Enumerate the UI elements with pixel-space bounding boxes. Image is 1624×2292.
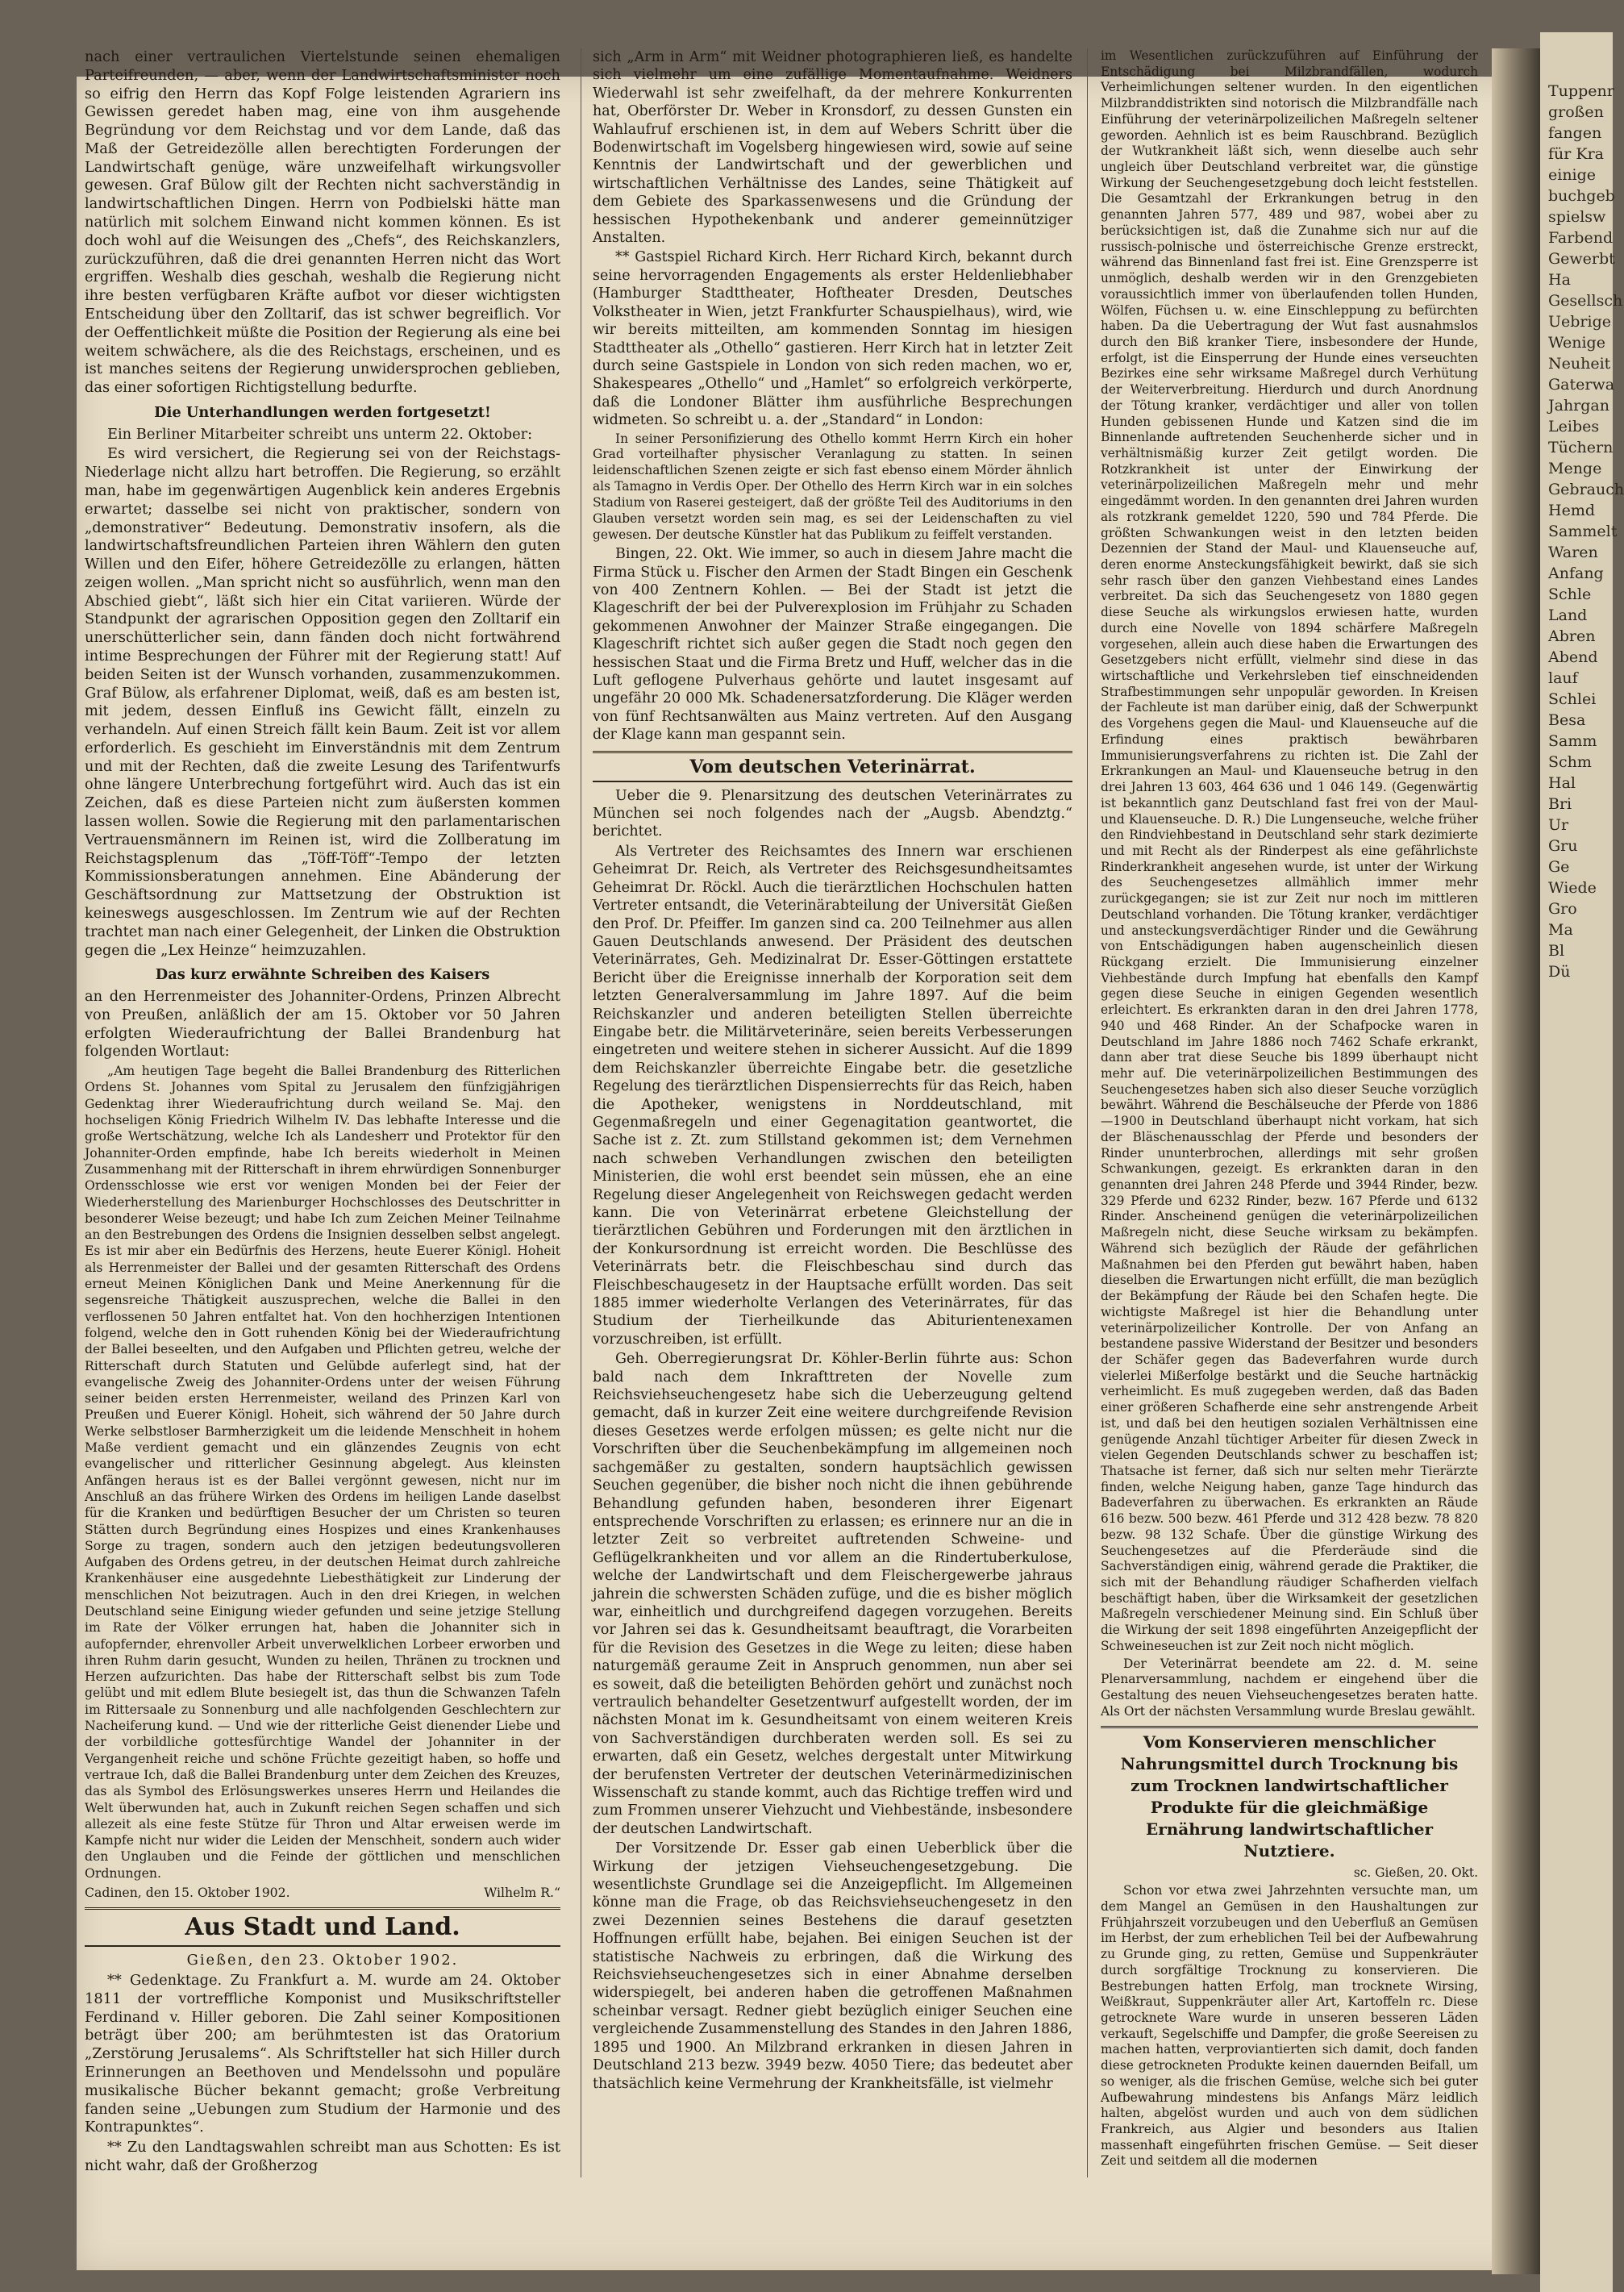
facing-page-line: Gaterwa	[1548, 376, 1615, 394]
facing-page-line: Hemd	[1548, 502, 1595, 519]
facing-page-line: für Kra	[1548, 145, 1604, 163]
paragraph: ** Gastspiel Richard Kirch. Herr Richard Kirch, bekannt durch seine hervorragenden Engagements als erster Heldenliebhaber (Hamburger Stadttheater, Hoftheater Dresden, Deutsches Volkstheater in Wien, jetzt Frankfurter Schauspielhaus), wird, wie wir bereits mitteilten, am kommenden Sonntag im hiesigen Stadttheater als „Othello“ gastieren. Herr Kirch hat in letzter Zeit durch seine Gastspiele in London von sich reden machen, wo er, Shakespeares „Othello“ und „Hamlet“ so erfolgreich verkörperte, daß die Londoner Blätter ihm ausführliche Besprechungen widmeten. So schreibt u. a. der „Standard“ in London:	[593, 249, 1072, 429]
facing-page-line: Samm	[1548, 732, 1597, 750]
facing-page-edge	[1540, 32, 1624, 2292]
facing-page-line: lauf	[1548, 669, 1578, 687]
facing-page-line: Leibes	[1548, 418, 1600, 435]
book-gutter	[1492, 48, 1540, 2274]
column-1	[85, 48, 560, 2177]
paragraph: Schon vor etwa zwei Jahrzehnten versuchte man, um dem Mangel an Gemüsen in den Haushaltungen zur Frühjahrszeit vorzubeugen und den Ueberfluß an Gemüsen im Herbst, der zum erheblichen Teil bei der Aufbewahrung zu Grunde ging, zu retten, Gemüse und Suppenkräuter durch sorgfältige Trocknung zu konservieren. Die Bestrebungen hatten Erfolg, man trocknete Wirsing, Weißkraut, Suppenkräuter aller Art, Kartoffeln rc. Diese getrocknete Ware wurde in unseren besseren Läden verkauft, Segelschiffe und Dampfer, die große Seereisen zu machen hatten, verproviantierten sich damit, doch fanden diese getrockneten Produkte keinen dauernden Beifall, um so weniger, als die frischen Gemüse, welche sich bei guter Aufbewahrung mindestens bis Anfangs März leidlich halten, abgelöst wurden und auch von dem südlichen Frankreich, aus Algier und besonders aus Italien massenhaft eingeführten frischen Gemüse. — Seit dieser Zeit und seitdem all die modernen	[1101, 1883, 1478, 2169]
facing-page-line: Land	[1548, 606, 1588, 624]
facing-page-line: Ha	[1548, 271, 1571, 289]
facing-page-line: Tuppenr	[1548, 82, 1614, 100]
facing-page-line: Ur	[1548, 816, 1569, 834]
facing-page-line: Schlei	[1548, 690, 1597, 708]
facing-page-line: Jahrgan	[1548, 397, 1609, 415]
facing-page-line: Hal	[1548, 774, 1576, 792]
facing-page-line: Wenige	[1548, 334, 1605, 352]
subheading: Die Unterhandlungen werden fortgesetzt!	[154, 403, 491, 421]
facing-page-line: Wiede	[1548, 879, 1597, 897]
facing-page-line: Menge	[1548, 460, 1602, 477]
facing-page-line: Bri	[1548, 795, 1572, 813]
facing-page-line: Tüchern	[1548, 439, 1614, 456]
subheading: Das kurz erwähnte Schreiben des Kaisers	[155, 966, 490, 984]
facing-page-line: großen	[1548, 103, 1604, 121]
paragraph: Es wird versichert, die Regierung sei von der Reichstags-Niederlage nicht allzu hart betroffen. Die Regierung, so erzählt man, habe im gegenwärtigen Augenblick kein anderes Ergebnis erwartet; dasselbe sei nicht von praktischer, sondern von „demonstrativer“ Bedeutung. Demonstrativ insofern, als die landwirtschaftsfreundlichen Parteien ihren Wählern den guten Willen und den Eifer, höhere Getreidezölle zu erlangen, hätten zeigen wollen. „Man spricht nicht so ausführlich, wenn man den Abschied giebt“, läßt sich hier ein Citat variieren. Würde der Standpunkt der agrarischen Opposition gegen den Zolltarif ein unerschütterlicher sein, dann fänden doch nicht fortwährend intime Besprechungen der Führer mit der Regierung statt! Auf beiden Seiten ist der Wunsch vorhanden, zusammenzukommen. Graf Bülow, als erfahrener Diplomat, weiß, daß es am besten ist, mit jedem, dessen Einfluß ins Gewicht fällt, einzeln zu verhandeln. Auf einen Streich fällt kein Baum. Zeit ist vor allem erforderlich. Es geschieht im Einverständnis mit dem Zentrum und mit der Rechten, daß die zweite Lesung des Tarifentwurfs ohne längere Unterbrechung fortgeführt wird. Auch das ist ein Zeichen, daß es diese Parteien nicht zum äußersten kommen lassen wollen. Sowie die Regierung mit den parlamentarischen Vertrauensmännern im Reinen ist, wird die Zollberatung im Reichstagsplenum das „Töff-Töff“-Tempo der letzten Kommissionsberatungen annehmen. Eine Abänderung der Geschäftsordnung zur Mattsetzung der Obstruktion ist keineswegs ausgeschlossen. Im Zentrum wie auf der Rechten trachtet man nach einer Gelegenheit, der Linken die Obstruktion gegen die „Lex Heinze“ heimzuzahlen.	[85, 445, 560, 959]
facing-page-line: spielsw	[1548, 208, 1606, 226]
facing-page-line: Gro	[1548, 900, 1577, 918]
facing-page-text	[1540, 32, 1624, 982]
paragraph: ** Zu den Landtagswahlen schreibt man aus Schotten: Es ist nicht wahr, daß der Großherzog	[85, 2139, 560, 2174]
facing-page-line: Gru	[1548, 837, 1578, 855]
facing-page-line: Gewerbt	[1548, 250, 1615, 268]
facing-page-line: Dü	[1548, 963, 1571, 981]
quoted-letter: „Am heutigen Tage begeht die Ballei Brandenburg des Ritterlichen Ordens St. Johannes vom Spital zu Jerusalem den fünfzigjährigen Gedenktag ihrer Wiederaufrichtung durch weiland Se. Maj. den hochseligen König Friedrich Wilhelm IV. Das lebhafte Interesse und die große Wertschätzung, welche Ich als Landesherr und Protektor für den Johanniter-Orden empfinde, habe Ich bereits wiederholt in Meinen Zusammenhang mit der Ritterschaft in ihrem ehrwürdigen Sonnenburger Ordensschlosse wie erst vor wenigen Monden bei der Feier der Wiederherstellung des Marienburger Hochschlosses des Deutschritter in besonderer Weise bezeugt; und habe Ich zum Zeichen Meiner Teilnahme an den Bestrebungen des Ordens die Insignien desselben selbst angelegt. Es ist mir aber ein Bedürfnis des Herzens, heute Euerer Königl. Hoheit als Herrenmeister der Ballei und der gesamten Ritterschaft des Ordens erneut Meinen Königlichen Dank und Meine Anerkennung für die segensreiche Thätigkeit auszusprechen, welche die Ballei in den verflossenen 50 Jahren entfaltet hat. Von den hochherzigen Intentionen folgend, welche den in Gott ruhenden König bei der Wiederaufrichtung der Ballei beseelten, und den Aufgaben und Pflichten getreu, welche der Ritterschaft durch Statuten und Gelübde auferlegt sind, hat der evangelische Zweig des Johanniter-Ordens unter der weisen Führung seiner beiden ersten Herrenmeister, weiland des Prinzen Karl von Preußen und Euerer Königl. Hoheit, sich während der 50 Jahre durch Werke selbstloser Barmherzigkeit um die leidende Menschheit in hohem Maße verdient gemacht und ein glänzendes Zeugnis von echt evangelischer und ritterlicher Gesinnung abgelegt. Aus kleinsten Anfängen heraus ist es der Ballei vergönnt gewesen, nicht nur im Anschluß an das frühere Wirken des Ordens im heiligen Lande daselbst für die Kranken und bedürftigen Besucher der um Christen so teuren Stätten durch Begründung eines Hospizes und eines Krankenhauses Sorge zu tragen, sondern auch den jetzigen bedeutungsvolleren Aufgaben des Ordens getreu, in der deutschen Heimat durch zahlreiche Krankenhäuser eine ausgedehnte Liebesthätigkeit zur Linderung der menschlichen Not beizutragen. Auch in den drei Kriegen, in welchen Deutschland seine Einigung wieder gefunden und seine jetzige Stellung im Rate der Völker errungen hat, haben die Johanniter sich in aufopfernder, ehrenvoller Arbeit unverwelklichen Lorbeer erworben und ihren Ruhm darin gesucht, Wunden zu heilen, Thränen zu trocknen und Herzen aufzurichten. Das habe der Ritterschaft selbst bis zum Tode gelübt und mit edlem Blute besiegelt ist, das thun die Schwanzen Tafeln im Rittersaale zu Sonnenburg und alle nachfolgenden Geschlechtern zur Nacheiferung kund. — Und wie der ritterliche Geist dienender Liebe und der vorbildliche gottesfürchtige Wandel der Johanniter in der Vergangenheit reiche und schöne Früchte gezeitigt haben, so hoffe und vertraue Ich, daß die Ballei Brandenburg unter dem Zeichen des Kreuzes, das als Symbol des Erlösungswerkes unseres Herrn und Heilandes die Welt überwunden hat, auch in Zukunft reichen Segen schaffen und sich allezeit als eine feste Stütze für Thron und Altar erweisen werde im Kampfe nicht nur wider die Leiden der Menschheit, sondern auch wider den Unglauben und die Feinde der göttlichen und menschlichen Ordnungen.	[85, 1063, 560, 1881]
paragraph: Ueber die 9. Plenarsitzung des deutschen Veterinärrates zu München sei noch folgendes nach der „Augsb. Abendztg.“ berichtet.	[593, 787, 1072, 840]
paragraph: Bingen, 22. Okt. Wie immer, so auch in diesem Jahre macht die Firma Stück u. Fischer den Armen der Stadt Bingen ein Geschenk von 400 Zentnern Kohlen. — Bei der Stadt ist jetzt die Klageschrift der bei der Pulverexplosion im Frühjahr zu Schaden gekommenen Anwohner der Mainzer Straße eingegangen. Die Klageschrift richtet sich außer gegen die Stadt noch gegen den hessischen Staat und die Firma Bretz und Huff, welcher das in die Luft geflogene Pulverhaus gehörte und lautet insgesamt auf ungefähr 20 000 Mk. Schadenersatzforderung. Die Kläger werden von fünf Rechtsanwälten aus Mainz vertreten. Auf den Ausgang der Klage kann man gespannt sein.	[593, 546, 1072, 744]
quoted-review: In seiner Personifizierung des Othello kommt Herrn Kirch ein hoher Grad vorteilhafter physischer Veranlagung zu statten. In seinen leidenschaftlichen Szenen zeigte er sich fast ebenso einem Mörder ähnlich als Tamagno in Verdis Oper. Der Othello des Herrn Kirch war in ein solches Stadium von Raserei gesteigert, daß der größte Teil des Auditoriums in den Glauben versetzt worden sein mag, es sei der Leidenschaften zu viel gewesen. Der deutsche Künstler hat das Publikum zu feiffelt verstanden.	[593, 431, 1072, 543]
facing-page-line: Neuheit	[1548, 355, 1611, 373]
letter-signature	[85, 1885, 560, 1901]
facing-page-line: Waren	[1548, 544, 1598, 561]
paragraph: nach einer vertraulichen Viertelstunde seinen ehemaligen Parteifreunden, — aber, wenn der Landwirtschaftsminister noch so eifrig den Herrn das Kopf Folge leistenden Agrariern ins Gewissen geredet haben mag, eine von ihm ausgehende Begründung vor dem Reichstag und vor dem Lande, daß das Maß der Getreidezölle allen berechtigten Forderungen der Landwirtschaft genüge, wäre unzweifelhaft wirkungsvoller gewesen. Graf Bülow gilt der Rechten nicht sachverständig in landwirtschaftlichen Dingen. Herrn von Podbielski hätte man natürlich mit solchem Einwand nicht kommen können. Es ist doch wohl auf die Weisungen des „Chefs“, des Reichskanzlers, zurückzuführen, daß die drei genannten Herren nicht das Wort ergriffen. Weshalb dies geschah, weshalb die Regierung nicht ihre besten verfügbaren Kräfte aufbot vor dieser wichtigsten Entscheidung über den Zolltarif, das ist schwer begreiflich. Vor der Oeffentlichkeit müßte die Position der Regierung als eine bei weitem schwächere, als die des Reichstags, erscheinen, und es ist manches seitens der Regierung unwidersprochen geblieben, das einer sofortigen Richtigstellung bedurfte.	[85, 48, 560, 397]
paragraph: Als Vertreter des Reichsamtes des Innern war erschienen Geheimrat Dr. Reich, als Vertreter des Reichsgesundheitsamtes Geheimrat Dr. Röckl. Auch die tierärztlichen Hochschulen hatten Vertreter entsandt, die Veterinärabteilung der Universität Gießen den Prof. Dr. Pfeiffer. Im ganzen sind ca. 200 Teilnehmer aus allen Gauen Deutschlands anwesend. Der Präsident des deutschen Veterinärrates, Geh. Medizinalrat Dr. Esser-Göttingen erstattete Bericht über die Ereignisse innerhalb der Korporation seit dem letzten Generalversammlung im Jahre 1897. Auf die beim Reichskanzler und anderen beteiligten Stellen überreichte Eingabe betr. die Militärveterinäre, seien bereits Verbesserungen eingetreten und weitere stehen in sicherer Aussicht. Auf die 1899 dem Reichskanzler überreichte Eingabe betr. die gesetzliche Regelung des tierärztlichen Dispensierrechts für das Reich, haben die Apotheker, wenigstens in Norddeutschland, mit Gegenmaßregeln und einer Gegenagitation geantwortet, die Sache ist z. Zt. zum Stillstand gekommen ist; dem Vernehmen nach schweben Verhandlungen zwischen den beteiligten Ministerien, die wohl erst beendet sein müssen, ehe an eine Regelung dieser Angelegenheit von Reichswegen gedacht werden kann. Die von Veterinärrat erbetene Gleichstellung der tierärztlichen Gebühren und Forderungen mit den ärztlichen in der Konkursordnung ist erreicht worden. Die Beschlüsse des Veterinärrats betr. die Fleischbeschau sind durch das Fleischbeschaugesetz in der Hauptsache erfüllt worden. Das seit 1885 immer wiederholte Verlangen des Veterinärrates, für das Studium der Tierheilkunde das Abiturientenexamen vorzuschreiben, ist erfüllt.	[593, 843, 1072, 1348]
facing-page-line: Ma	[1548, 921, 1573, 939]
paragraph: im Wesentlichen zurückzuführen auf Einführung der Entschädigung bei Milzbrandfällen, wodurch Verheimlichungen seltener wurden. In den eigentlichen Milzbranddistrikten sind notorisch die Milzbrandfälle nach Einführung der veterinärpolizeilichen Maßregeln seltener geworden. Aehnlich ist es beim Rauschbrand. Bezüglich der Wutkrankheit läßt sich, wenn dieselbe auch sehr ungleich über Deutschland verbreitet war, die günstige Wirkung der Seuchengesetzgebung doch leicht feststellen. Die Gesamtzahl der Erkrankungen betrug in den genannten Jahren 577, 489 und 987, wobei aber zu berücksichtigen ist, daß die Zunahme sich nur auf die russisch-polnische und österreichische Grenze erstreckt, während das Binnenland fast frei ist. Eine Grenzsperre ist unmöglich, deshalb werden wir in den Grenzgebieten voraussichtlich immer von überlaufenden tollen Hunden, Wölfen, Füchsen u. w. eine Einschleppung zu befürchten haben. Da die Uebertragung der Wut fast ausnahmslos durch den Biß kranker Tiere, insbesondere der Hunde, erfolgt, ist die Einsperrung der Hunde eines verseuchten Bezirkes eine sehr wirksame Maßregel durch Verhütung der Weiterverbreitung. Hierdurch und durch Anordnung der Tötung kranker, verdächtiger und aller von tollen Hunden gebissenen Hunde und Katzen sind die im Binnenlande auftretenden Seuchenherde sicher und in verhältnismäßig kurzer Zeit getilgt worden. Die Rotzkrankheit ist unter der Einwirkung der veterinärpolizeilichen Maßregeln mehr und mehr eingedämmt worden. In den genannten drei Jahren wurden als rotzkrank gemeldet 1220, 590 und 784 Pferde. Die größten Schwankungen weist in den letzten beiden Dezennien der Stand der Maul- und Klauenseuche auf, deren enorme Ansteckungsfähigkeit bewirkt, daß sie sich sehr rasch über den ganzen Viehbestand eines Landes verbreitet. Da sich das Seuchengesetz von 1880 gegen diese Seuche als wirkungslos erwiesen hatte, wurden durch eine Novelle von 1894 schärfere Maßregeln vorgesehen, allein auch diese haben die Erwartungen des Gesetzgebers nicht erfüllt, vielmehr sind diese in das wirtschaftliche und Verkehrsleben tief einschneidenden Strafbestimmungen sehr unpopulär geworden. In Kreisen der Fachleute ist man darüber einig, daß der Schwerpunkt des Vorgehens gegen die Maul- und Klauenseuche auf die Erfindung eines praktisch bewährbaren Immunisierungsverfahrens zu richten ist. Die Zahl der Erkrankungen an Maul- und Klauenseuche betrug in den drei Jahren 13 603, 464 636 und 1 046 149. (Gegenwärtig ist bekanntlich ganz Deutschland fast frei von der Maul- und Klauenseuche. D. R.) Die Lungenseuche, welche früher den Rindviehbestand in Deutschland sehr stark dezimierte und mit Recht als der Rinderpest als eine gefährlichste Rinderkrankheit angesehen wurde, ist unter der Wirkung des Seuchengesetzes allmählich immer mehr zurückgegangen; sie ist zur Zeit nur noch im mittleren Deutschland vorhanden. Die Tötung kranker, verdächtiger und ansteckungsverdächtiger Rinder und die Gewährung von Entschädigungen haben augenscheinlich diesen Rückgang erzielt. Die Immunisierung einzelner Viehbestände durch Impfung hat ebenfalls den Kampf gegen diese Seuche in einigen Gegenden wesentlich erleichtert. Es erkrankten daran in den drei Jahren 1778, 940 und 468 Rinder. An der Schafpocke waren in Deutschland im Jahre 1886 noch 7462 Schafe erkrankt, dann aber trat diese Seuche bis 1899 überhaupt nicht mehr auf. Die veterinärpolizeilichen Bestimmungen des Seuchengesetzes haben sich also dieser Seuche vorzüglich bewährt. Während die Beschälseuche der Pferde von 1886—1900 in Deutschland überhaupt nicht vorkam, hat sich der Bläschenausschlag der Pferde und besonders der Rinder ununterbrochen, allerdings mit sehr großen Schwankungen, gezeigt. Es erkrankten daran in den genannten drei Jahren 248 Pferde und 3944 Rinder, bezw. 329 Pferde und 6232 Rinder, bezw. 167 Pferde und 6132 Rinder. Anscheinend genügen die veterinärpolizeilichen Maßregeln nicht, diese Seuche wirksam zu bekämpfen. Während sich bezüglich der Räude der gefährlichen Maßnahmen bei den Pferden gut bewährt haben, haben dieselben die Erwartungen nicht erfüllt, die man bezüglich der Bekämpfung der Räude bei den Schafen hegte. Die wichtigste Maßregel ist hier die Behandlung unter veterinärpolizeilicher Kontrolle. Der von Anfang an bestandene passive Widerstand der Besitzer und besonders der Schäfer gegen das Badeverfahren wurde durch vielerlei Mißerfolge bestärkt und die Seuche hartnäckig verheimlicht. Es muß zugegeben werden, daß das Baden einer größeren Schafherde eine sehr anstrengende Arbeit ist, und daß bei den heutigen sozialen Verhältnissen eine genügende Anzahl tüchtiger Arbeiter für diesen Zweck in vielen Gegenden Deutschlands schwer zu beschaffen ist; Thatsache ist ferner, daß sich nur selten mehr Tierärzte finden, welche Neigung haben, ganze Tage hindurch das Badeverfahren zu überwachen. Es erkrankten an Räude 616 bezw. 500 bezw. 461 Pferde und 312 428 bezw. 78 820 bezw. 98 132 Schafe. Über die günstige Wirkung des Seuchengesetzes auf die Pferderäude sind die Sachverständigen einig, während gerade die Praktiker, die sich mit der Behandlung räudiger Schafherden vielfach beschäftigt haben, über die Wirksamkeit der gesetzlichen Maßregeln verschiedener Meinung sind. Ein Schluß über die Wirkung der seit 1898 eingeführten Anzeigepflicht der Schweineseuchen ist zur Zeit noch nicht möglich.	[1101, 48, 1478, 1653]
facing-page-line: Abren	[1548, 627, 1596, 645]
article-heading: Vom Konservieren menschlicher Nahrungsmittel durch Trocknung bis zum Trocknen landwirtschaftlicher Produkte für die gleichmäßige Ernährung landwirtschaftlicher Nutztiere.	[1101, 1726, 1478, 1862]
signature-name: Wilhelm R.“	[484, 1885, 560, 1901]
facing-page-line: Farbend	[1548, 229, 1614, 247]
article-heading: Vom deutschen Veterinärrat.	[593, 751, 1072, 782]
column-3	[1101, 48, 1478, 2171]
facing-page-line: Schle	[1548, 586, 1592, 603]
dateline: sc. Gießen, 20. Okt.	[1353, 1865, 1478, 1881]
facing-page-line: Sammelt	[1548, 523, 1618, 540]
paragraph: Der Vorsitzende Dr. Esser gab einen Ueberblick über die Wirkung der jetzigen Viehseuchengesetzgebung. Die wesentlichste Grundlage sei die Anzeigepflicht. Im Allgemeinen könne man die Frage, ob das Reichsviehseuchengesetz in den zwei Dezennien seines Bestehens die darauf gesetzten Hoffnungen erfüllt habe, bejahen. Bei einigen Seuchen ist der statistische Nachweis zu erbringen, daß die Wirkung des Reichsviehseuchengesetzes sich in einer Abnahme derselben widerspiegelt, bei anderen haben die getroffenen Maßnahmen scheinbar versagt. Redner giebt bezüglich einiger Seuchen eine vergleichende Zusammenstellung des Standes in den Jahren 1886, 1895 und 1900. An Milzbrand erkranken in diesen Jahren in Deutschland 213 bezw. 3949 bezw. 4050 Tiere; das bedeutet aber thatsächlich keine Vermehrung der Krankheitsfälle, ist vielmehr	[593, 1840, 1072, 2092]
facing-page-line: Uebrige	[1548, 313, 1611, 331]
signature-place-date: Cadinen, den 15. Oktober 1902.	[85, 1885, 290, 1901]
paragraph: an den Herrenmeister des Johanniter-Ordens, Prinzen Albrecht von Preußen, anläßlich der am 15. Oktober vor 50 Jahren erfolgten Wiederaufrichtung der Ballei Brandenburg hat folgenden Wortlaut:	[85, 988, 560, 1061]
dateline: Gießen, den 23. Oktober 1902.	[186, 1952, 459, 1969]
section-heading: Aus Stadt und Land.	[85, 1907, 560, 1947]
paragraph: Der Veterinärrat beendete am 22. d. M. seine Plenarversammlung, nachdem er eingehend über die Gestaltung des neuen Viehseuchengesetzes beraten hatte. Als Ort der nächsten Versammlung wurde Breslau gewählt.	[1101, 1656, 1478, 1719]
facing-page-line: fangen	[1548, 124, 1602, 142]
facing-page-line: einige	[1548, 166, 1597, 184]
facing-page-line: buchgeb	[1548, 187, 1615, 205]
facing-page-line: Bl	[1548, 942, 1565, 960]
facing-page-line: Schm	[1548, 753, 1592, 771]
paragraph: ** Gedenktage. Zu Frankfurt a. M. wurde am 24. Oktober 1811 der vortreffliche Komponist und Musikschriftsteller Ferdinand v. Hiller geboren. Die Zahl seiner Kompositionen beträgt über 200; am berühmtesten ist das Oratorium „Zerstörung Jerusalems“. Als Schriftsteller hat sich Hiller durch Erinnerungen an Beethoven und Mendelssohn und populäre musikalische Bücher bekannt gemacht; große Verbreitung fanden seine „Uebungen zum Studium der Harmonie und des Kontrapunktes“.	[85, 1972, 560, 2136]
facing-page-line: Gebrauch	[1548, 481, 1624, 498]
paragraph: sich „Arm in Arm“ mit Weidner photographieren ließ, es handelte sich vielmehr um eine zufällige Momentaufnahme. Weidners Wiederwahl ist sehr zweifelhaft, da der mehrere Konkurrenten hat, Oberförster Dr. Weber in Kronsdorf, zu dessen Gunsten ein Wahlaufruf erschienen ist, in dem auf Webers Schritt über die Bodenwirtschaft im Vogelsberg hingewiesen wird, sowie auf seine Kenntnis der Landwirtschaft und der gewerblichen und wirtschaftlichen Verhältnisse des Landes, seine Thätigkeit auf dem Gebiete des Sparkassenwesens und die Gründung der hessischen Hypothekenbank und anderer gemeinnütziger Anstalten.	[593, 49, 1072, 247]
facing-page-line: Anfang	[1548, 565, 1604, 582]
facing-page-line: Gesellsch	[1548, 292, 1623, 310]
facing-page-line: Abend	[1548, 648, 1598, 666]
facing-page-line: Besa	[1548, 711, 1586, 729]
paragraph: Ein Berliner Mitarbeiter schreibt uns unterm 22. Oktober:	[107, 425, 533, 443]
column-rule	[1087, 48, 1088, 2177]
facing-page-line: Ge	[1548, 858, 1570, 876]
column-2	[593, 48, 1072, 2094]
paragraph: Geh. Oberregierungsrat Dr. Köhler-Berlin führte aus: Schon bald nach dem Inkrafttreten der Novelle zum Reichsviehseuchengesetz habe sich die Ueberzeugung geltend gemacht, daß in kurzer Zeit eine weitere durchgreifende Revision dieses Gesetzes werde erfolgen müssen; es gelte nicht nur die Vorschriften über die Seuchenbekämpfung im allgemeinen noch sachgemäßer zu gestalten, sondern hauptsächlich gewissen Seuchen gegenüber, die bisher noch nicht die ihnen gebührende Behandlung gefunden haben, besonderen ihrer Eigenart entsprechende Vorschriften zu erlassen; es erinnere nur an die in letzter Zeit so verbreitet auftretenden Schweine- und Geflügelkrankheiten und vor allem an die Rindertuberkulose, welche der Landwirtschaft und dem Fleischergewerbe jahraus jahrein die schwersten Schäden zufüge, und die es bisher möglich war, einheitlich und durchgreifend dagegen vorzugehen. Bereits vor Jahren sei das k. Gesundheitsamt beauftragt, die Vorarbeiten für die Revision des Gesetzes in die Wege zu leiten; diese haben naturgemäß geraume Zeit in Anspruch genommen, nun aber sei es soweit, daß die beteiligten Behörden gehört und zunächst noch vertraulich behandelter Gesetzentwurf aufgestellt worden, der im nächsten Monat im k. Gesundheitsamt von einem weiteren Kreis von Sachverständigen durchberaten werden soll. Es sei zu erwarten, daß ein Gesetz, welches dergestalt unter Mitwirkung der berufensten Vertreter der deutschen Veterinärmedizinischen Wissenschaft zu stande kommt, auch das Richtige treffen wird und zum Frommen unserer Viehzucht und Viehbestände, insbesondere der deutschen Landwirtschaft.	[593, 1351, 1072, 1837]
